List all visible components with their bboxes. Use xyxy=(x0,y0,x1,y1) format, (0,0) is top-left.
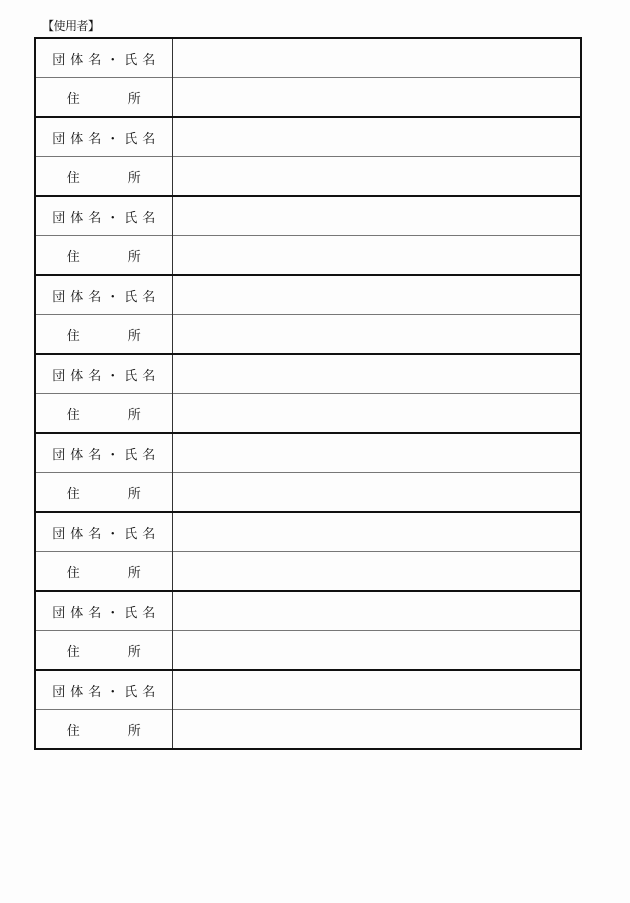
address-label xyxy=(35,394,172,434)
address-field[interactable] xyxy=(172,78,581,118)
entry-address-row xyxy=(35,710,581,750)
address-label-text xyxy=(67,562,141,581)
address-label-text xyxy=(67,167,141,186)
address-label-char: 所 xyxy=(127,249,141,265)
entry-name-row xyxy=(35,433,581,473)
address-field[interactable] xyxy=(172,315,581,355)
form-heading: 【使用者】 xyxy=(42,19,100,33)
entry-address-row xyxy=(35,473,581,513)
entry-name-row xyxy=(35,38,581,78)
entry-address-row xyxy=(35,236,581,276)
address-label-char: 所 xyxy=(127,91,141,107)
user-table-body xyxy=(35,38,581,749)
entry-name-row xyxy=(35,196,581,236)
entry-name-row xyxy=(35,117,581,157)
address-label-text xyxy=(67,641,141,660)
entry-address-row xyxy=(35,394,581,434)
entry-name-row xyxy=(35,275,581,315)
name-label: 団体名・氏名 xyxy=(35,196,172,236)
entry-name-row xyxy=(35,591,581,631)
address-label xyxy=(35,236,172,276)
entry-address-row xyxy=(35,315,581,355)
address-label-text xyxy=(67,88,141,107)
address-label-char: 住 xyxy=(66,91,80,107)
address-field[interactable] xyxy=(172,710,581,750)
address-field[interactable] xyxy=(172,394,581,434)
entry-address-row xyxy=(35,78,581,118)
address-label-char: 所 xyxy=(127,486,141,502)
address-label xyxy=(35,631,172,671)
address-label-char: 住 xyxy=(66,328,80,344)
address-field[interactable] xyxy=(172,236,581,276)
address-field[interactable] xyxy=(172,631,581,671)
address-field[interactable] xyxy=(172,157,581,197)
entry-address-row xyxy=(35,552,581,592)
address-label xyxy=(35,78,172,118)
address-label xyxy=(35,315,172,355)
address-label-char: 所 xyxy=(127,170,141,186)
name-label: 団体名・氏名 xyxy=(35,670,172,710)
name-field[interactable] xyxy=(172,670,581,710)
name-field[interactable] xyxy=(172,275,581,315)
name-label: 団体名・氏名 xyxy=(35,354,172,394)
name-label: 団体名・氏名 xyxy=(35,38,172,78)
address-label-text xyxy=(67,483,141,502)
entry-name-row xyxy=(35,354,581,394)
address-label xyxy=(35,710,172,750)
address-label-char: 所 xyxy=(127,565,141,581)
address-label-char: 所 xyxy=(127,328,141,344)
entry-name-row xyxy=(35,512,581,552)
name-field[interactable] xyxy=(172,433,581,473)
entry-address-row xyxy=(35,157,581,197)
address-label-char: 所 xyxy=(127,723,141,739)
name-label: 団体名・氏名 xyxy=(35,117,172,157)
address-label xyxy=(35,473,172,513)
address-label-char: 住 xyxy=(66,723,80,739)
name-label: 団体名・氏名 xyxy=(35,275,172,315)
address-label-text xyxy=(67,720,141,739)
name-label: 団体名・氏名 xyxy=(35,512,172,552)
name-field[interactable] xyxy=(172,512,581,552)
name-field[interactable] xyxy=(172,38,581,78)
address-label-char: 住 xyxy=(66,170,80,186)
address-label-char: 所 xyxy=(127,644,141,660)
entry-address-row xyxy=(35,631,581,671)
address-label-text xyxy=(67,404,141,423)
address-label xyxy=(35,157,172,197)
address-label xyxy=(35,552,172,592)
address-field[interactable] xyxy=(172,473,581,513)
name-field[interactable] xyxy=(172,591,581,631)
name-field[interactable] xyxy=(172,354,581,394)
address-label-text xyxy=(67,246,141,265)
name-field[interactable] xyxy=(172,117,581,157)
name-field[interactable] xyxy=(172,196,581,236)
address-label-char: 住 xyxy=(66,644,80,660)
name-label: 団体名・氏名 xyxy=(35,591,172,631)
address-label-char: 住 xyxy=(66,249,80,265)
address-label-text xyxy=(67,325,141,344)
address-label-char: 所 xyxy=(127,407,141,423)
address-label-char: 住 xyxy=(66,565,80,581)
user-table xyxy=(34,37,582,750)
name-label: 団体名・氏名 xyxy=(35,433,172,473)
address-label-char: 住 xyxy=(66,486,80,502)
entry-name-row xyxy=(35,670,581,710)
address-label-char: 住 xyxy=(66,407,80,423)
address-field[interactable] xyxy=(172,552,581,592)
